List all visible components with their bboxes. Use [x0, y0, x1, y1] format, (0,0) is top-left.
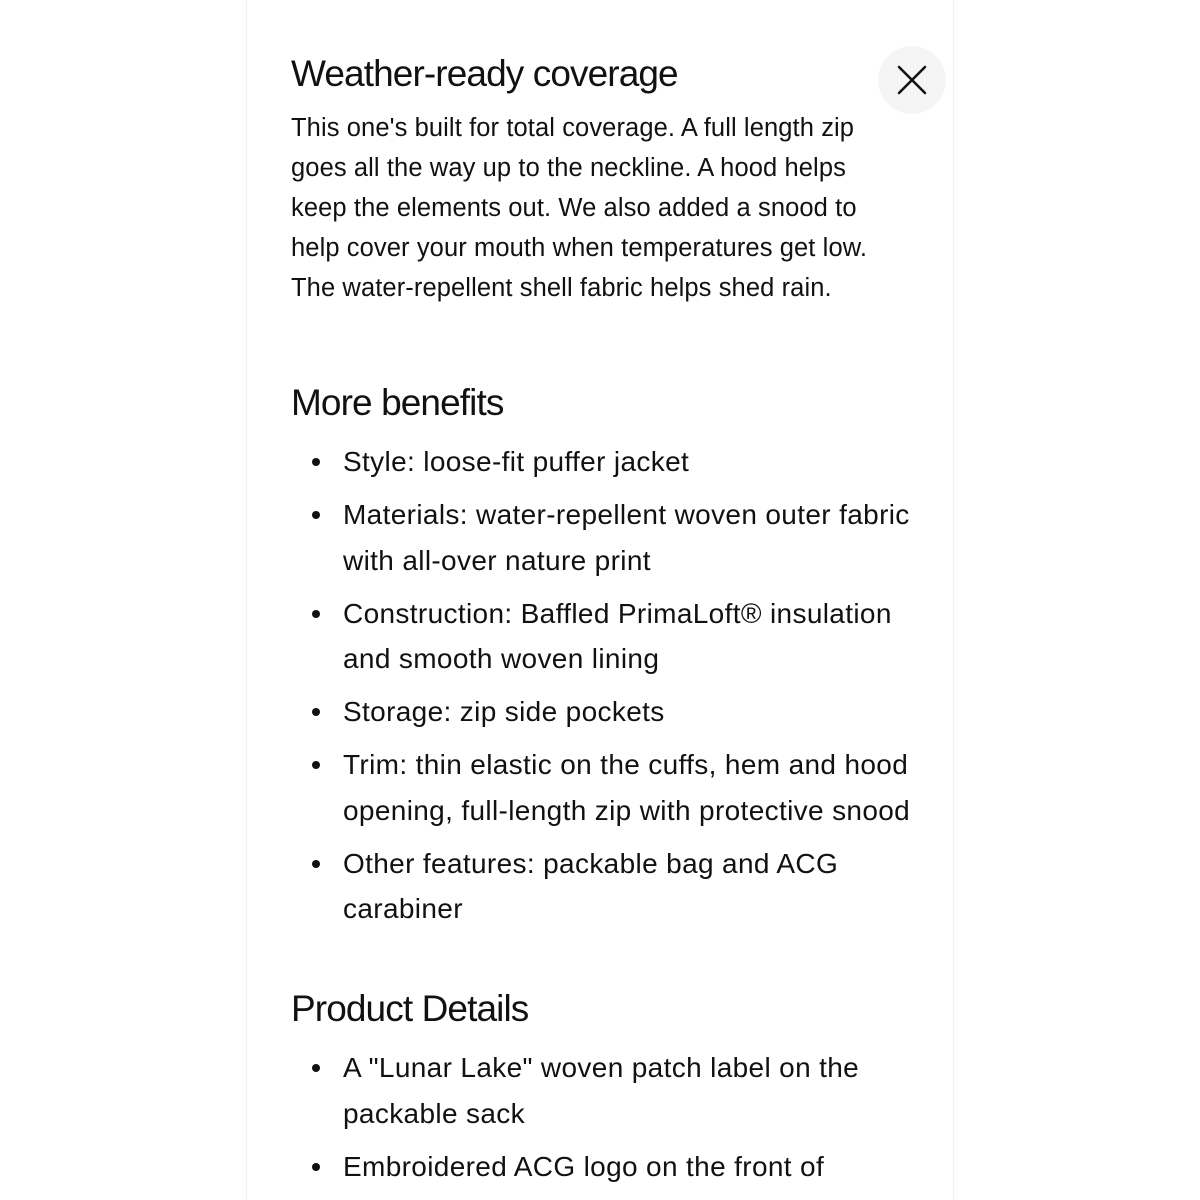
list-item — [291, 591, 911, 682]
list-item — [291, 689, 911, 735]
list-item-text: A "Lunar Lake" woven patch label on the packable sack — [343, 1052, 860, 1129]
list-item — [291, 742, 911, 833]
section-title-more-benefits: More benefits — [291, 382, 504, 423]
section-title-product-details: Product Details — [291, 988, 529, 1029]
list-item-text: Embroidered ACG logo on the front of — [343, 1150, 825, 1182]
section-description: This one's built for total coverage. A full length zip goes all the way up to the neckline. A hood helps keep the elements out. We also added a snood to help cover your mouth when temperatures get low. The water-repellent shell fabric helps shed rain. — [291, 114, 868, 302]
list-item — [291, 439, 911, 485]
bullet-icon — [312, 1064, 320, 1072]
details-list — [291, 1045, 911, 1197]
list-item-text: Trim: thin elastic on the cuffs, hem and hood opening, full-length zip with protective snood — [343, 749, 911, 826]
list-item — [291, 1144, 911, 1190]
bullet-icon — [312, 708, 320, 716]
list-item-text: Style: loose-fit puffer jacket — [343, 446, 690, 477]
bullet-icon — [312, 511, 320, 519]
bullet-icon — [312, 458, 320, 466]
close-icon — [897, 65, 927, 95]
list-item — [291, 1045, 911, 1136]
list-item-text: Other features: packable bag and ACG carabiner — [343, 847, 839, 924]
section-title-weather-ready: Weather-ready coverage — [291, 53, 678, 94]
bullet-icon — [312, 761, 320, 769]
close-button[interactable] — [878, 46, 946, 114]
list-item — [291, 492, 911, 583]
list-item-text: Storage: zip side pockets — [343, 696, 665, 727]
list-item — [291, 841, 911, 932]
list-item-text: Materials: water-repellent woven outer fabric with all-over nature print — [343, 499, 910, 576]
bullet-icon — [312, 860, 320, 868]
bullet-icon — [312, 610, 320, 618]
bullet-icon — [312, 1163, 320, 1171]
list-item-text: Construction: Baffled PrimaLoft® insulation and smooth woven lining — [343, 597, 892, 674]
product-info-panel — [246, 0, 954, 1200]
benefits-list — [291, 439, 911, 939]
